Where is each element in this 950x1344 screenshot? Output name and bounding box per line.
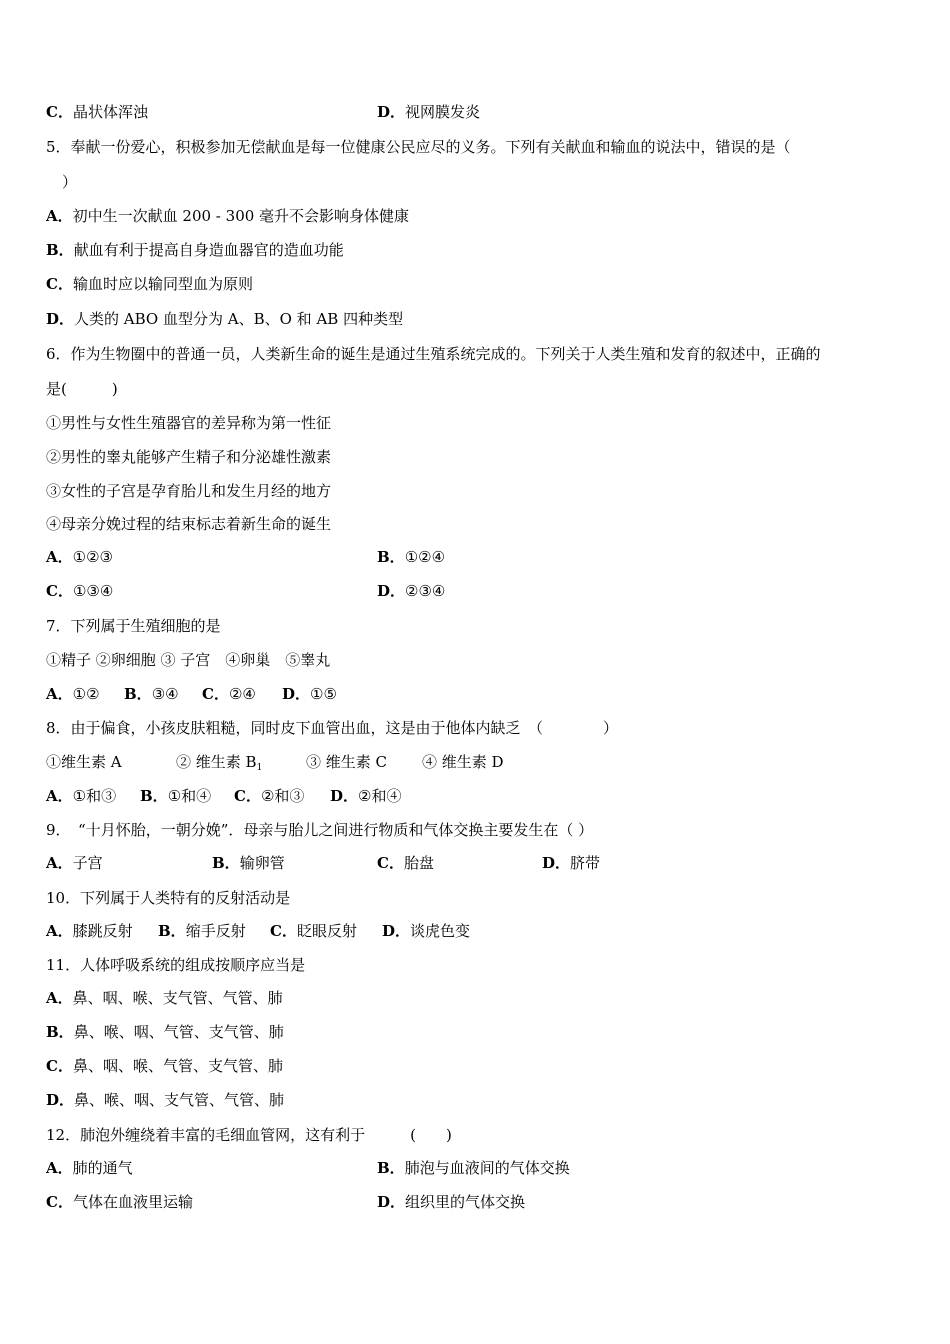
q6-option-c: C．①③④ [46, 582, 114, 600]
q4-option-c: C．晶状体浑浊 [46, 103, 148, 121]
q6-statement-2: ②男性的睾丸能够产生精子和分泌雄性激素 [46, 448, 332, 466]
q7-statements: ①精子 ②卵细胞 ③ 子宫 ④卵巢 ⑤睾丸 [46, 651, 331, 669]
q6-option-d: D．②③④ [377, 582, 446, 600]
q5-stem-end: ） [62, 173, 78, 191]
q10-options: A．膝跳反射 B．缩手反射 C．眨眼反射 D．谈虎色变 [46, 922, 471, 940]
q12-option-a: A．肺的通气 [46, 1159, 133, 1177]
q7-options: A．①② B．③④ C．②④ D．①⑤ [46, 685, 337, 703]
q12-option-d: D．组织里的气体交换 [377, 1193, 526, 1211]
q6-statement-1: ①男性与女性生殖器官的差异称为第一性征 [46, 414, 332, 432]
q6-stem: 6．作为生物圈中的普通一员，人类新生命的诞生是通过生殖系统完成的。下列关于人类生殖和发育的叙述中，正确的 [46, 345, 821, 363]
q8-options: A．①和③ B．①和④ C．②和③ D．②和④ [46, 787, 402, 805]
q9-options: A．子宫 B．输卵管 C．胎盘 D．脐带 [46, 854, 601, 872]
q5-option-d: D．人类的 ABO 血型分为 A、B、O 和 AB 四种类型 [46, 310, 404, 328]
q8-statements: ①维生素 A ② 维生素 $B_1$ ③ 维生素 C ④ 维生素 D [46, 753, 504, 773]
q6-statement-3: ③女性的子宫是孕育胎儿和发生月经的地方 [46, 482, 332, 500]
q5-option-c: C．输血时应以输同型血为原则 [46, 275, 253, 293]
q6-stem-end: 是( ) [46, 380, 118, 398]
q12-option-c: C．气体在血液里运输 [46, 1193, 193, 1211]
q6-option-b: B．①②④ [377, 548, 446, 566]
q5-option-a: A．初中生一次献血 200 - 300 毫升不会影响身体健康 [46, 207, 410, 225]
q4-option-c-text: 晶状体浑浊 [72, 103, 148, 121]
q9-stem: 9． “十月怀胎，一朝分娩”．母亲与胎儿之间进行物质和气体交换主要发生在（ ） [46, 821, 594, 839]
q4-option-d: D．视网膜发炎 [377, 103, 481, 121]
q11-option-d: D．鼻、喉、咽、支气管、气管、肺 [46, 1091, 285, 1109]
q11-option-b: B．鼻、喉、咽、气管、支气管、肺 [46, 1023, 284, 1041]
q11-stem: 11．人体呼吸系统的组成按顺序应当是 [46, 956, 306, 974]
q10-stem: 10．下列属于人类特有的反射活动是 [46, 889, 291, 907]
q4-option-d-text: 视网膜发炎 [405, 103, 481, 121]
q5-stem: 5．奉献一份爱心，积极参加无偿献血是每一位健康公民应尽的义务。下列有关献血和输血的说法中，错误的是（ [46, 138, 791, 156]
q8-stem: 8．由于偏食，小孩皮肤粗糙，同时皮下血管出血，这是由于他体内缺乏 （ ） [46, 719, 619, 737]
q6-option-a: A．①②③ [46, 548, 113, 566]
q5-option-b: B．献血有利于提高自身造血器官的造血功能 [46, 241, 344, 259]
q6-statement-4: ④母亲分娩过程的结束标志着新生命的诞生 [46, 515, 332, 533]
q11-option-c: C．鼻、咽、喉、气管、支气管、肺 [46, 1057, 283, 1075]
q7-stem: 7．下列属于生殖细胞的是 [46, 617, 221, 635]
q12-stem: 12．肺泡外缠绕着丰富的毛细血管网，这有利于 ( ) [46, 1126, 452, 1144]
q12-option-b: B．肺泡与血液间的气体交换 [377, 1159, 570, 1177]
q11-option-a: A．鼻、咽、喉、支气管、气管、肺 [46, 989, 283, 1007]
